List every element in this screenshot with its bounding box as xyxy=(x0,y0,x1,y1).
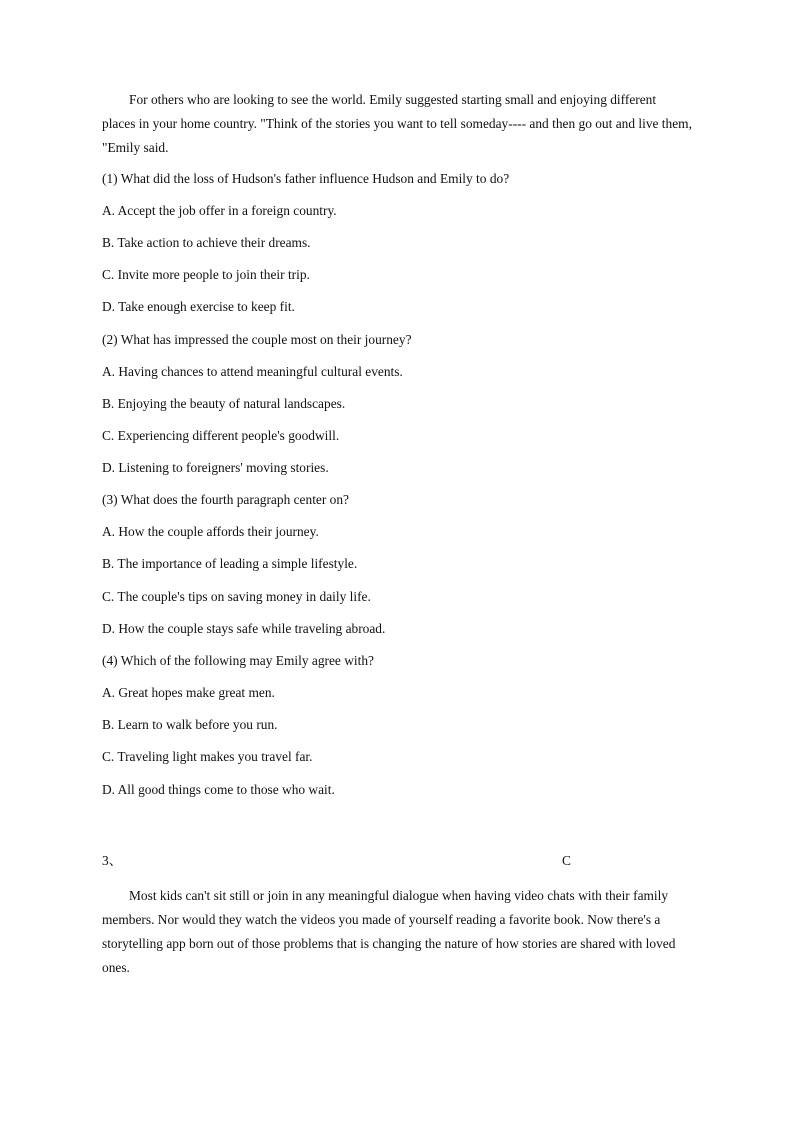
passage-c-opening-text: Most kids can't sit still or join in any meaningful dialogue when having video chats with their family members. Nor would they watch the videos you made of yourself reading a favorite book. Now there's a storytelling app born out of those problems that is changing the nature of how stories are shared with loved ones. xyxy=(102,888,676,975)
section-number: 3、 xyxy=(102,853,123,868)
passage-c-opening-paragraph xyxy=(102,884,692,980)
question-2-option-d: D. Listening to foreigners' moving stories. xyxy=(102,460,329,475)
question-4-option-d: D. All good things come to those who wait. xyxy=(102,782,335,797)
question-1-option-d: D. Take enough exercise to keep fit. xyxy=(102,299,295,314)
question-3-option-c: C. The couple's tips on saving money in daily life. xyxy=(102,589,371,604)
question-4-option-b: B. Learn to walk before you run. xyxy=(102,717,278,732)
question-2-option-a: A. Having chances to attend meaningful cultural events. xyxy=(102,364,403,379)
question-4-option-c: C. Traveling light makes you travel far. xyxy=(102,749,313,764)
question-2-option-b: B. Enjoying the beauty of natural landscapes. xyxy=(102,396,346,411)
question-2-option-c: C. Experiencing different people's goodwill. xyxy=(102,428,340,443)
question-1-option-a: A. Accept the job offer in a foreign country. xyxy=(102,203,337,218)
passage-b-closing-paragraph xyxy=(102,88,692,160)
question-4-stem: (4) Which of the following may Emily agree with? xyxy=(102,653,374,668)
question-1-option-c: C. Invite more people to join their trip. xyxy=(102,267,310,282)
question-3-option-a: A. How the couple affords their journey. xyxy=(102,524,319,539)
question-2-stem: (2) What has impressed the couple most on their journey? xyxy=(102,332,412,347)
question-3-stem: (3) What does the fourth paragraph center on? xyxy=(102,492,350,507)
question-1-stem: (1) What did the loss of Hudson's father influence Hudson and Emily to do? xyxy=(102,171,510,186)
section-letter: C xyxy=(562,853,571,868)
question-3-option-d: D. How the couple stays safe while traveling abroad. xyxy=(102,621,386,636)
passage-b-closing-text: For others who are looking to see the world. Emily suggested starting small and enjoying different places in your home country. "Think of the stories you want to tell someday---- and then go out and live them, "Emily said. xyxy=(102,92,692,155)
question-4-option-a: A. Great hopes make great men. xyxy=(102,685,275,700)
question-1-option-b: B. Take action to achieve their dreams. xyxy=(102,235,311,250)
question-3-option-b: B. The importance of leading a simple lifestyle. xyxy=(102,556,358,571)
